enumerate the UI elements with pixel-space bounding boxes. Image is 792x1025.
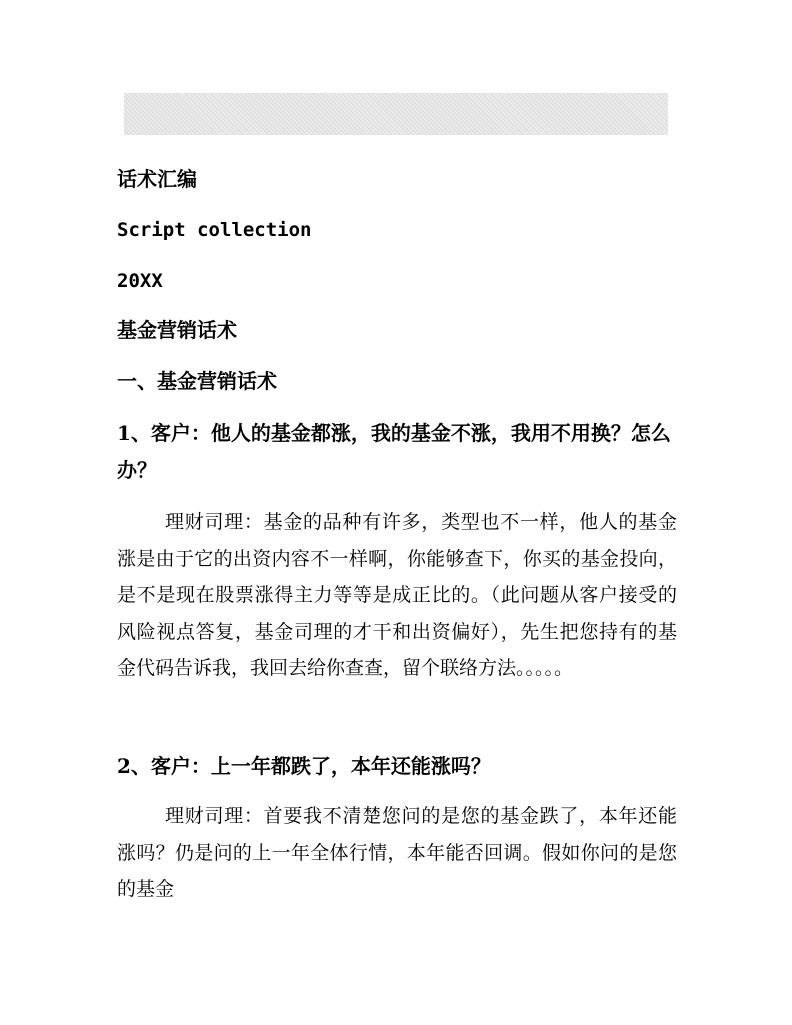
answer-1 xyxy=(117,504,677,687)
document-subtitle: Script collection xyxy=(117,219,312,241)
document-heading: 基金营销话术 xyxy=(117,318,237,342)
question-2: 2、客户：上一年都跌了，本年还能涨吗？ xyxy=(117,754,491,778)
section-heading: 一、基金营销话术 xyxy=(117,369,277,393)
document-year: 20XX xyxy=(117,270,163,292)
question-1: 1、客户：他人的基金都涨，我的基金不涨，我用不用换？怎么办？ xyxy=(117,421,671,482)
answer-1-paragraph: 理财司理：基金的品种有许多，类型也不一样，他人的基金涨是由于它的出资内容不一样啊，你能够查下，你买的基金投向，是不是现在股票涨得主力等等是成正比的。（此问题从客户接受的风险视点答复，基金司理的才干和出资偏好），先生把您持有的基金代码告诉我，我回去给你查查，留个联络方法。。。。。 xyxy=(117,511,677,679)
answer-2-paragraph: 理财司理：首要我不清楚您问的是您的基金跌了，本年还能涨吗？仍是问的上一年全体行情，本年能否回调。假如你问的是您的基金 xyxy=(117,805,677,900)
answer-2 xyxy=(117,798,677,908)
header-banner xyxy=(124,93,668,135)
document-title: 话术汇编 xyxy=(117,167,197,191)
